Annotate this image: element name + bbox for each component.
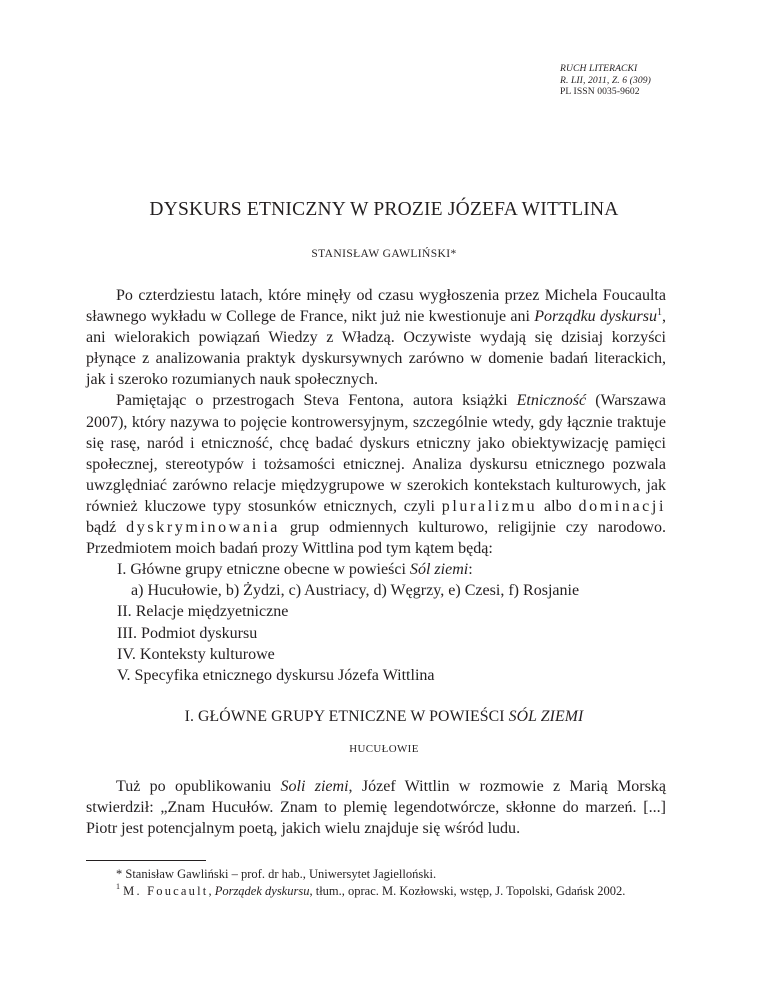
journal-issn: PL ISSN 0035-9602 <box>560 86 640 97</box>
footnote-1-text: , tłum., oprac. M. Kozłowski, wstęp, J. Topolski, Gdańsk 2002. <box>309 883 626 898</box>
outline-subitems: a) Hucułowie, b) Żydzi, c) Austriacy, d) Węgrzy, e) Czesi, f) Rosjanie <box>131 582 580 600</box>
article-title: DYSKURS ETNICZNY W PROZIE JÓZEFA WITTLINA <box>149 199 619 220</box>
outline-item-1-title: Sól ziemi <box>409 561 469 579</box>
outline-item-2: II. Relacje międzyetniczne <box>117 603 289 621</box>
section-body <box>86 776 666 839</box>
section-heading-text: I. GŁÓWNE GRUPY ETNICZNE W POWIEŚCI <box>184 708 509 725</box>
journal-name: RUCH LITERACKI <box>560 63 638 74</box>
section-p-text-a: Tuż po opublikowaniu <box>116 778 281 795</box>
outline-item-1 <box>86 559 666 580</box>
p2-book-italic: Etniczność <box>516 392 587 410</box>
spaced-word-dominacji: dominacji <box>578 497 666 515</box>
spaced-word-pluralizmu: pluralizmu <box>441 497 538 515</box>
intro-body <box>86 285 666 686</box>
outline-list <box>86 559 666 686</box>
section-p-text-b: , Józef Wittlin w rozmowie z Marią Morską stwierdził: „Znam Hucułów. Znam to plemię legendotwórcze, skłonne do marzeń. [...] Piotr jest potencjalnym poetą, jakich wielu znajduje się wśród ludu. <box>86 778 666 838</box>
footnote-1-title: Porządek dyskursu <box>214 883 310 898</box>
paragraph-1 <box>86 285 666 390</box>
outline-item-3: III. Podmiot dyskursu <box>117 624 258 642</box>
spaced-word-dyskryminowania: dyskryminowania <box>126 519 281 537</box>
paragraph-2 <box>86 390 666 559</box>
section-heading <box>0 708 768 726</box>
section-heading-italic: SÓL ZIEMI <box>508 708 584 725</box>
outline-item-5: V. Specyfika etnicznego dyskursu Józefa Wittlina <box>117 666 435 684</box>
footnote-ref-1[interactable]: 1 <box>656 306 662 318</box>
footnote-1 <box>86 883 666 900</box>
p2-text-b: (Warszawa 2007), który nazywa to pojęcie kontrowersyjnym, szczególnie wtedy, gdy łącznie traktuje się rasę, naród i etniczność, chcę badać dyskurs etniczny jako obiektywizację pamięci społecznej, stereotypów i tożsamości etnicznej. Analiza dyskursu etnicznego pozwala uwzględniać zarówno relacje międzygrupowe w szerokich kontekstach kulturowych, jak również kluczowe typy stosunków etnicznych, czyli <box>86 392 667 515</box>
footnote-separator <box>86 860 206 861</box>
outline-item-1-text: I. Główne grupy etniczne obecne w powieści <box>117 561 410 579</box>
subsection-heading: HUCUŁOWIE <box>349 743 419 755</box>
journal-header <box>560 63 750 98</box>
p2-text-d: bądź <box>86 519 127 537</box>
journal-volume: R. LII, 2011, Z. 6 (309) <box>560 74 651 86</box>
section-paragraph <box>86 776 666 839</box>
p2-text-a: Pamiętając o przestrogach Steva Fentona, autora książki <box>116 392 517 410</box>
p1-text-a: Po czterdziestu latach, które minęły od czasu wygłoszenia przez Michela Foucaulta sławnego wykładu w College de France, nikt już nie kwestionuje ani <box>86 287 666 326</box>
footnote-1-mark: 1 <box>116 882 120 892</box>
footnotes <box>86 866 666 899</box>
article-author: STANISŁAW GAWLIŃSKI* <box>311 248 457 260</box>
p2-text-c: albo <box>537 497 579 515</box>
outline-item-1-colon: : <box>468 561 473 579</box>
outline-item-4: IV. Konteksty kulturowe <box>117 645 275 663</box>
footnote-1-sep: , <box>208 883 215 898</box>
p1-title-italic: Porządku dyskursu <box>534 308 657 326</box>
p1-text-b: , ani wielorakich powiązań Wiedzy z Władzą. Oczywiste wydają się dzisiaj korzyści płynące z analizowania praktyk dyskursywnych zarówno w domenie badań literackich, jak i szeroko rozumianych nauk społecznych. <box>86 308 666 389</box>
footnote-1-author: M. Foucault <box>123 883 209 898</box>
p2-text-e: grup odmiennych kulturowo, religijnie czy narodowo. Przedmiotem moich badań prozy Wittlina pod tym kątem będą: <box>86 519 666 558</box>
footnote-author: * Stanisław Gawliński – prof. dr hab., Uniwersytet Jagielloński. <box>116 867 437 881</box>
section-p-title-italic: Soli ziemi <box>280 778 349 795</box>
